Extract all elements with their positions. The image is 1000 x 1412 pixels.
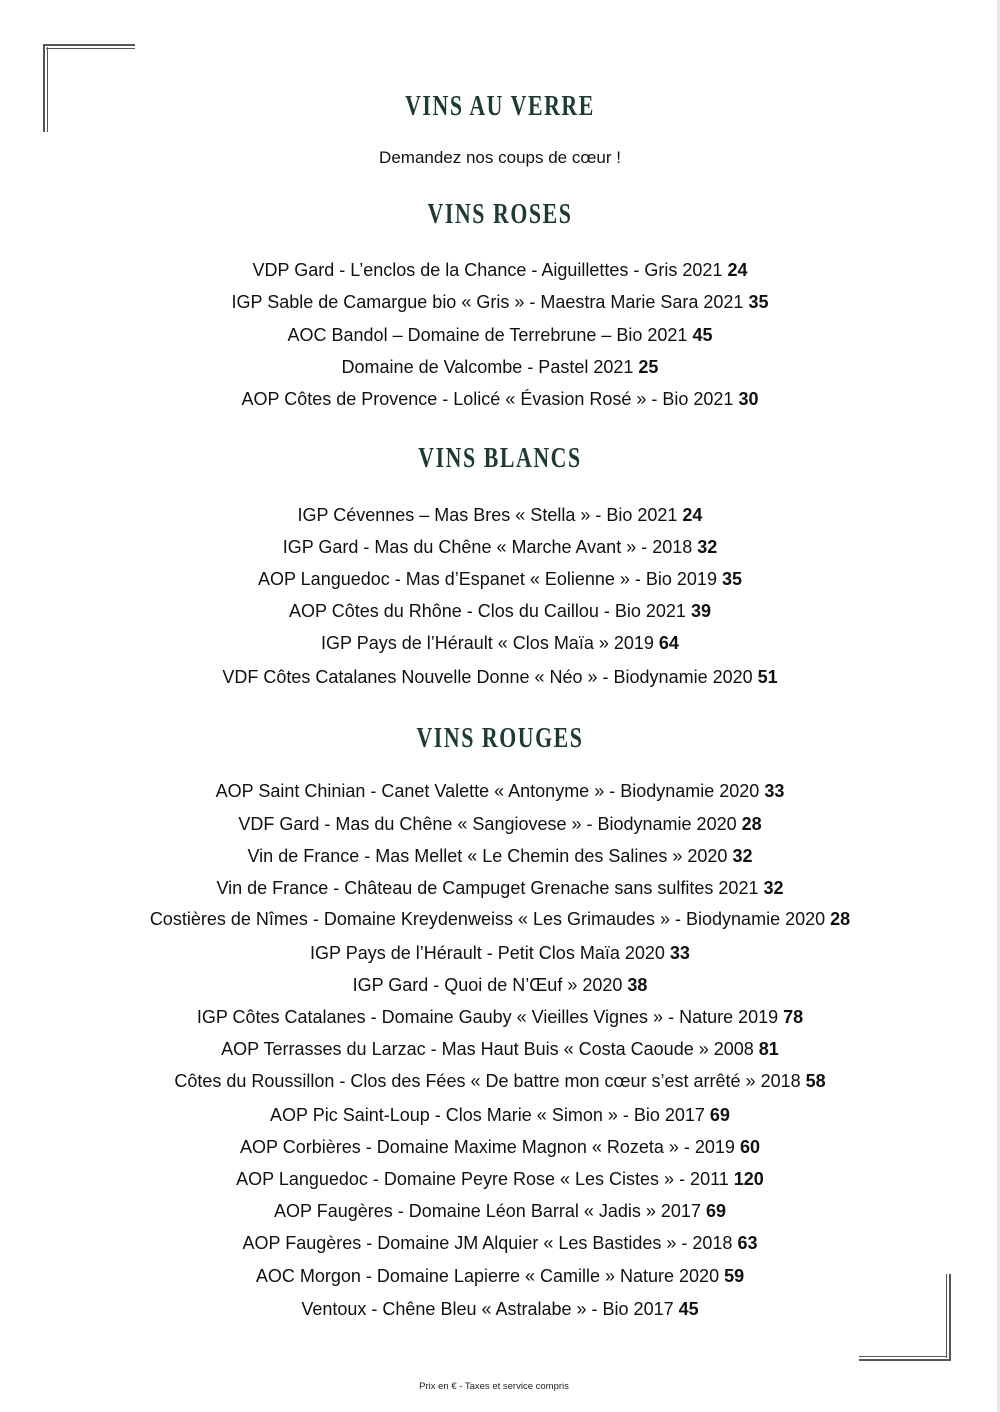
wine-price: 25	[638, 357, 659, 377]
wine-name: AOP Terrasses du Larzac - Mas Haut Buis « Costa Caoude » 2008	[221, 1039, 754, 1059]
wine-name: Costières de Nîmes - Domaine Kreydenweiss « Les Grimaudes » - Biodynamie 2020	[149, 909, 826, 929]
wine-name: Ventoux - Chêne Bleu « Astralabe » - Bio 2017	[301, 1299, 674, 1319]
wine-name: IGP Cévennes – Mas Bres « Stella » - Bio 2021	[297, 505, 678, 525]
wine-name: AOC Morgon - Domaine Lapierre « Camille » Nature 2020	[255, 1266, 720, 1286]
wine-name: AOC Bandol – Domaine de Terrebrune – Bio 2021	[287, 325, 688, 345]
wine-price: 63	[737, 1233, 758, 1253]
wine-price: 51	[757, 667, 778, 687]
wine-price: 28	[741, 814, 762, 834]
wine-price: 78	[783, 1007, 804, 1027]
wine-price: 28	[830, 909, 851, 929]
wine-item-rouges	[0, 845, 1000, 867]
footer-note: Prix en € - Taxes et service compris	[419, 1381, 569, 1392]
wine-name: Vin de France - Château de Campuget Grenache sans sulfites 2021	[216, 878, 759, 898]
wine-item-rouges	[0, 1104, 1000, 1126]
wine-name: VDF Côtes Catalanes Nouvelle Donne « Néo » - Biodynamie 2020	[222, 667, 753, 687]
wine-name: Vin de France - Mas Mellet « Le Chemin des Salines » 2020	[247, 846, 728, 866]
wine-item-rouges	[0, 1136, 1000, 1158]
wine-item-roses	[0, 388, 1000, 410]
wine-name: IGP Sable de Camargue bio « Gris » - Maestra Marie Sara 2021	[231, 292, 744, 312]
wine-item-rouges	[0, 877, 1000, 899]
wine-name: Domaine de Valcombe - Pastel 2021	[341, 357, 634, 377]
wine-name: AOP Faugères - Domaine JM Alquier « Les Bastides » - 2018	[242, 1233, 733, 1253]
wine-name: AOP Saint Chinian - Canet Valette « Antonyme » - Biodynamie 2020	[215, 781, 760, 801]
wine-name: IGP Côtes Catalanes - Domaine Gauby « Vieilles Vignes » - Nature 2019	[196, 1007, 779, 1027]
wine-price: 45	[678, 1299, 699, 1319]
wine-price: 33	[764, 781, 785, 801]
heading-vins-roses: VINS ROSES	[427, 199, 573, 230]
wine-item-blancs	[0, 504, 1000, 526]
wine-item-roses	[0, 324, 1000, 346]
wine-price: 32	[732, 846, 753, 866]
heading-vins-rouges: VINS ROUGES	[416, 723, 584, 754]
heading-vins-blancs: VINS BLANCS	[418, 443, 582, 474]
wine-name: IGP Gard - Mas du Chêne « Marche Avant » - 2018	[282, 537, 693, 557]
wine-name: AOP Languedoc - Domaine Peyre Rose « Les Cistes » - 2011	[236, 1169, 729, 1189]
wine-price: 59	[724, 1266, 745, 1286]
wine-name: IGP Pays de l’Hérault « Clos Maïa » 2019	[321, 633, 654, 653]
wine-name: VDF Gard - Mas du Chêne « Sangiovese » - Biodynamie 2020	[238, 814, 737, 834]
wine-item-rouges	[0, 1168, 1000, 1190]
wine-price: 58	[805, 1071, 826, 1091]
wine-price: 60	[739, 1137, 760, 1157]
wine-price: 24	[727, 260, 748, 280]
wine-item-rouges	[0, 813, 1000, 835]
wine-item-blancs	[0, 568, 1000, 590]
wine-name: VDP Gard - L’enclos de la Chance - Aiguillettes - Gris 2021	[252, 260, 723, 280]
wine-item-rouges	[0, 1265, 1000, 1287]
wine-item-rouges	[0, 1200, 1000, 1222]
wine-price: 33	[669, 943, 690, 963]
wine-price: 24	[682, 505, 703, 525]
wine-price: 32	[697, 537, 718, 557]
wine-item-rouges	[0, 1006, 1000, 1028]
wine-price: 64	[658, 633, 679, 653]
wine-name: AOP Côtes du Rhône - Clos du Caillou - Bio 2021	[289, 601, 686, 621]
wine-item-rouges	[0, 974, 1000, 996]
wine-item-rouges	[0, 780, 1000, 802]
wine-price: 45	[692, 325, 713, 345]
wine-item-rouges	[0, 1232, 1000, 1254]
wine-name: AOP Languedoc - Mas d’Espanet « Eolienne » - Bio 2019	[257, 569, 717, 589]
wine-name: AOP Pic Saint-Loup - Clos Marie « Simon » - Bio 2017	[270, 1105, 705, 1125]
heading-vins-au-verre: VINS AU VERRE	[405, 91, 595, 122]
wine-name: Côtes du Roussillon - Clos des Fées « De battre mon cœur s’est arrêté » 2018	[174, 1071, 801, 1091]
wine-item-rouges	[0, 1038, 1000, 1060]
wine-item-rouges	[0, 942, 1000, 964]
wine-item-blancs	[0, 600, 1000, 622]
wine-name: AOP Corbières - Domaine Maxime Magnon « Rozeta » - 2019	[240, 1137, 735, 1157]
wine-price: 35	[748, 292, 769, 312]
wine-item-roses	[0, 291, 1000, 313]
wine-price: 32	[763, 878, 784, 898]
wine-name: IGP Gard - Quoi de N’Œuf » 2020	[352, 975, 623, 995]
wine-item-rouges	[0, 1070, 1000, 1092]
wine-item-blancs	[0, 666, 1000, 688]
wine-price: 30	[738, 389, 759, 409]
wine-name: IGP Pays de l’Hérault - Petit Clos Maïa 2020	[310, 943, 665, 963]
wine-price: 120	[733, 1169, 764, 1189]
wine-item-blancs	[0, 536, 1000, 558]
wine-item-blancs	[0, 632, 1000, 654]
wine-name: AOP Faugères - Domaine Léon Barral « Jadis » 2017	[274, 1201, 701, 1221]
wine-price: 38	[627, 975, 648, 995]
glass-subtitle: Demandez nos coups de cœur !	[379, 148, 621, 167]
wine-price: 69	[709, 1105, 730, 1125]
wine-price: 39	[690, 601, 711, 621]
wine-item-rouges	[0, 1298, 1000, 1320]
wine-price: 81	[758, 1039, 779, 1059]
wine-price: 35	[721, 569, 743, 589]
wine-price: 69	[705, 1201, 726, 1221]
wine-name: AOP Côtes de Provence - Lolicé « Évasion Rosé » - Bio 2021	[241, 389, 734, 409]
wine-item-roses	[0, 356, 1000, 378]
wine-item-roses	[0, 259, 1000, 281]
wine-item-rouges	[0, 908, 1000, 930]
